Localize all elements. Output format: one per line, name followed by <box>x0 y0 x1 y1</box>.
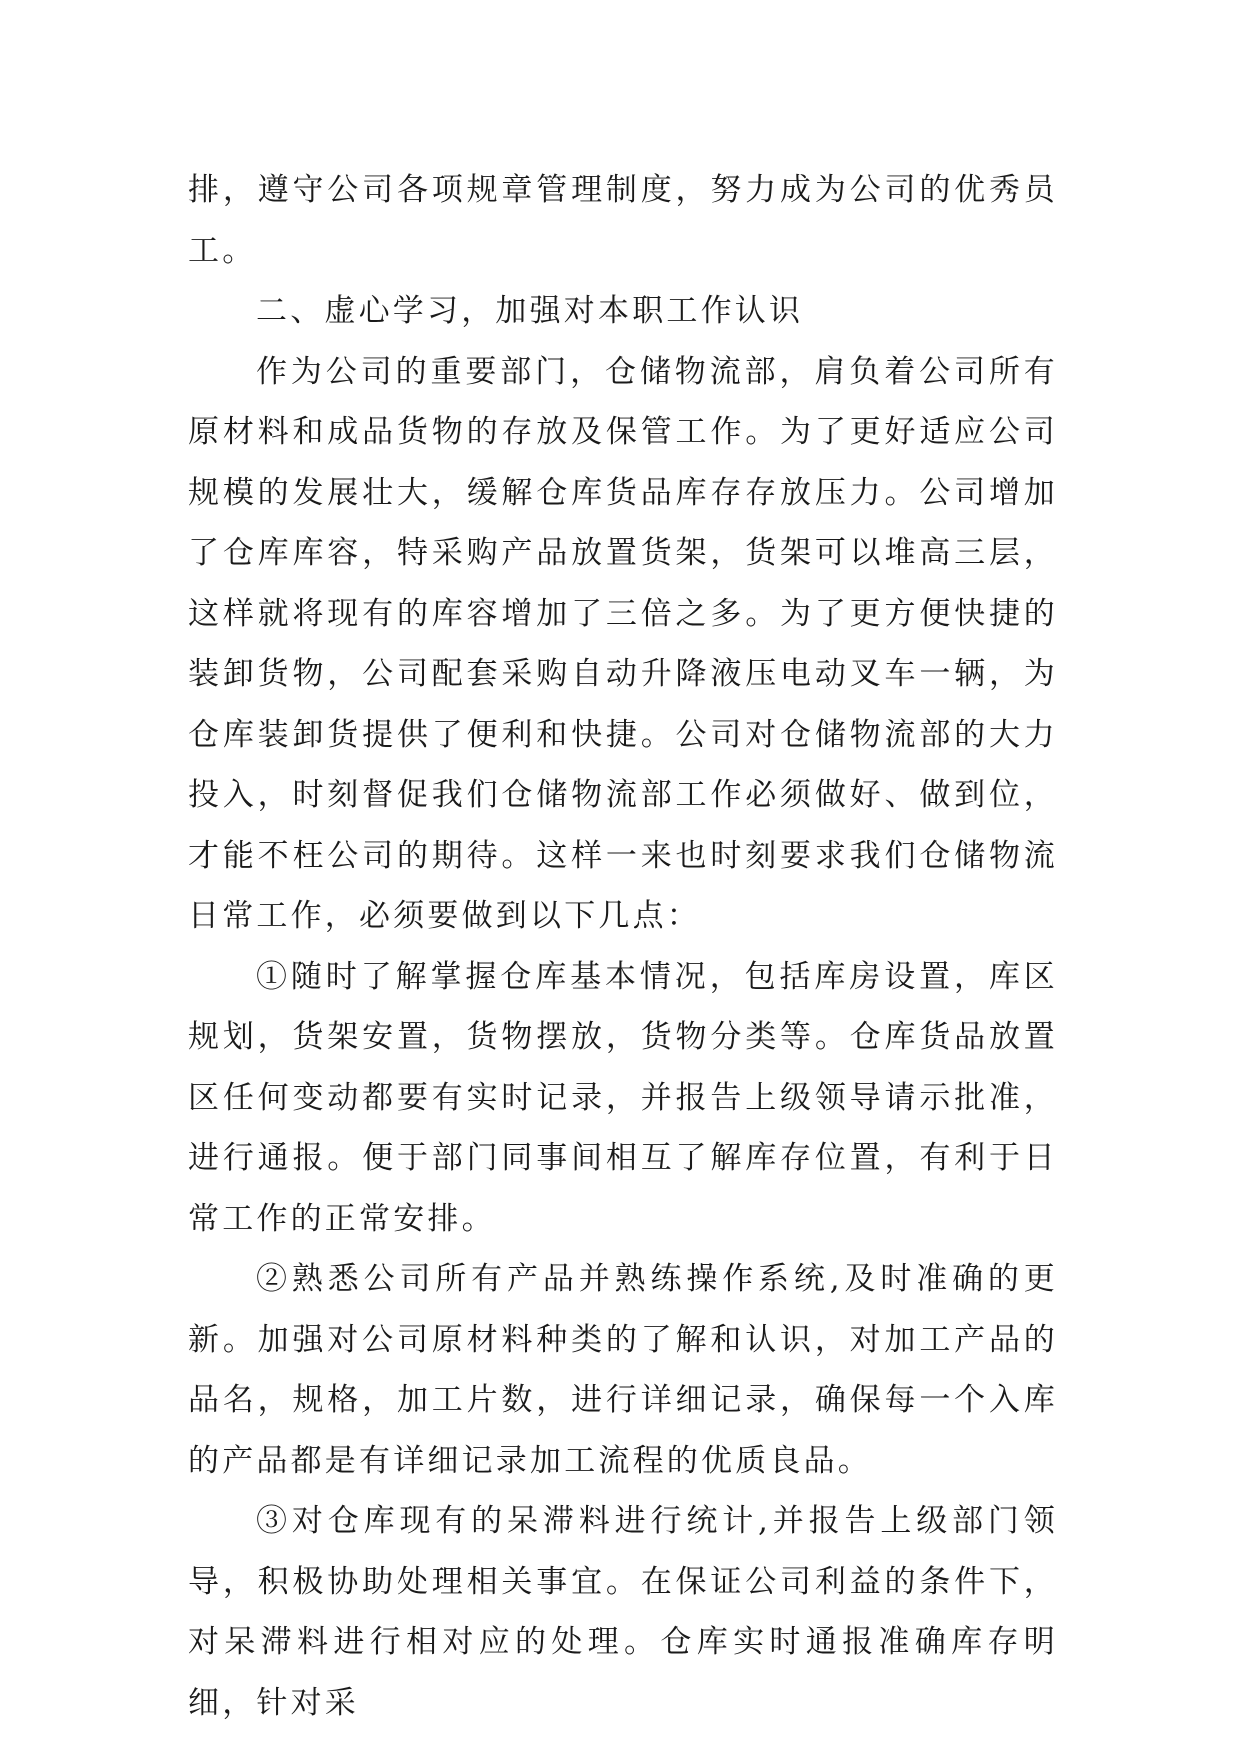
paragraph-item-3: ③对仓库现有的呆滞料进行统计,并报告上级部门领导，积极协助处理相关事宜。在保证公司利益的条件下，对呆滞料进行相对应的处理。仓库实时通报准确库存明细，针对采 <box>188 1503 1058 1721</box>
paragraph-continuation: 排，遵守公司各项规章管理制度，努力成为公司的优秀员工。 <box>188 172 1058 269</box>
section-heading: 二、虚心学习，加强对本职工作认识 <box>256 293 804 329</box>
paragraph-storage-department: 作为公司的重要部门，仓储物流部，肩负着公司所有原材料和成品货物的存放及保管工作。为了更好适应公司规模的发展壮大，缓解仓库货品库存存放压力。公司增加了仓库库容，特采购产品放置货架，货架可以堆高三层，这样就将现有的库容增加了三倍之多。为了更方便快捷的装卸货物，公司配套采购自动升降液压电动叉车一辆，为仓库装卸货提供了便利和快捷。公司对仓储物流部的大力投入，时刻督促我们仓储物流部工作必须做好、做到位，才能不枉公司的期待。这样一来也时刻要求我们仓储物流日常工作，必须要做到以下几点： <box>188 353 1058 934</box>
paragraph-item-1: ①随时了解掌握仓库基本情况，包括库房设置，库区规划，货架安置，货物摆放，货物分类等。仓库货品放置区任何变动都要有实时记录，并报告上级领导请示批准，进行通报。便于部门同事间相互了解库存位置，有利于日常工作的正常安排。 <box>188 958 1058 1237</box>
paragraph-item-2: ②熟悉公司所有产品并熟练操作系统,及时准确的更新。加强对公司原材料种类的了解和认识，对加工产品的品名，规格，加工片数，进行详细记录，确保每一个入库的产品都是有详细记录加工流程的优质良品。 <box>188 1261 1058 1479</box>
document-body <box>188 160 1058 1733</box>
